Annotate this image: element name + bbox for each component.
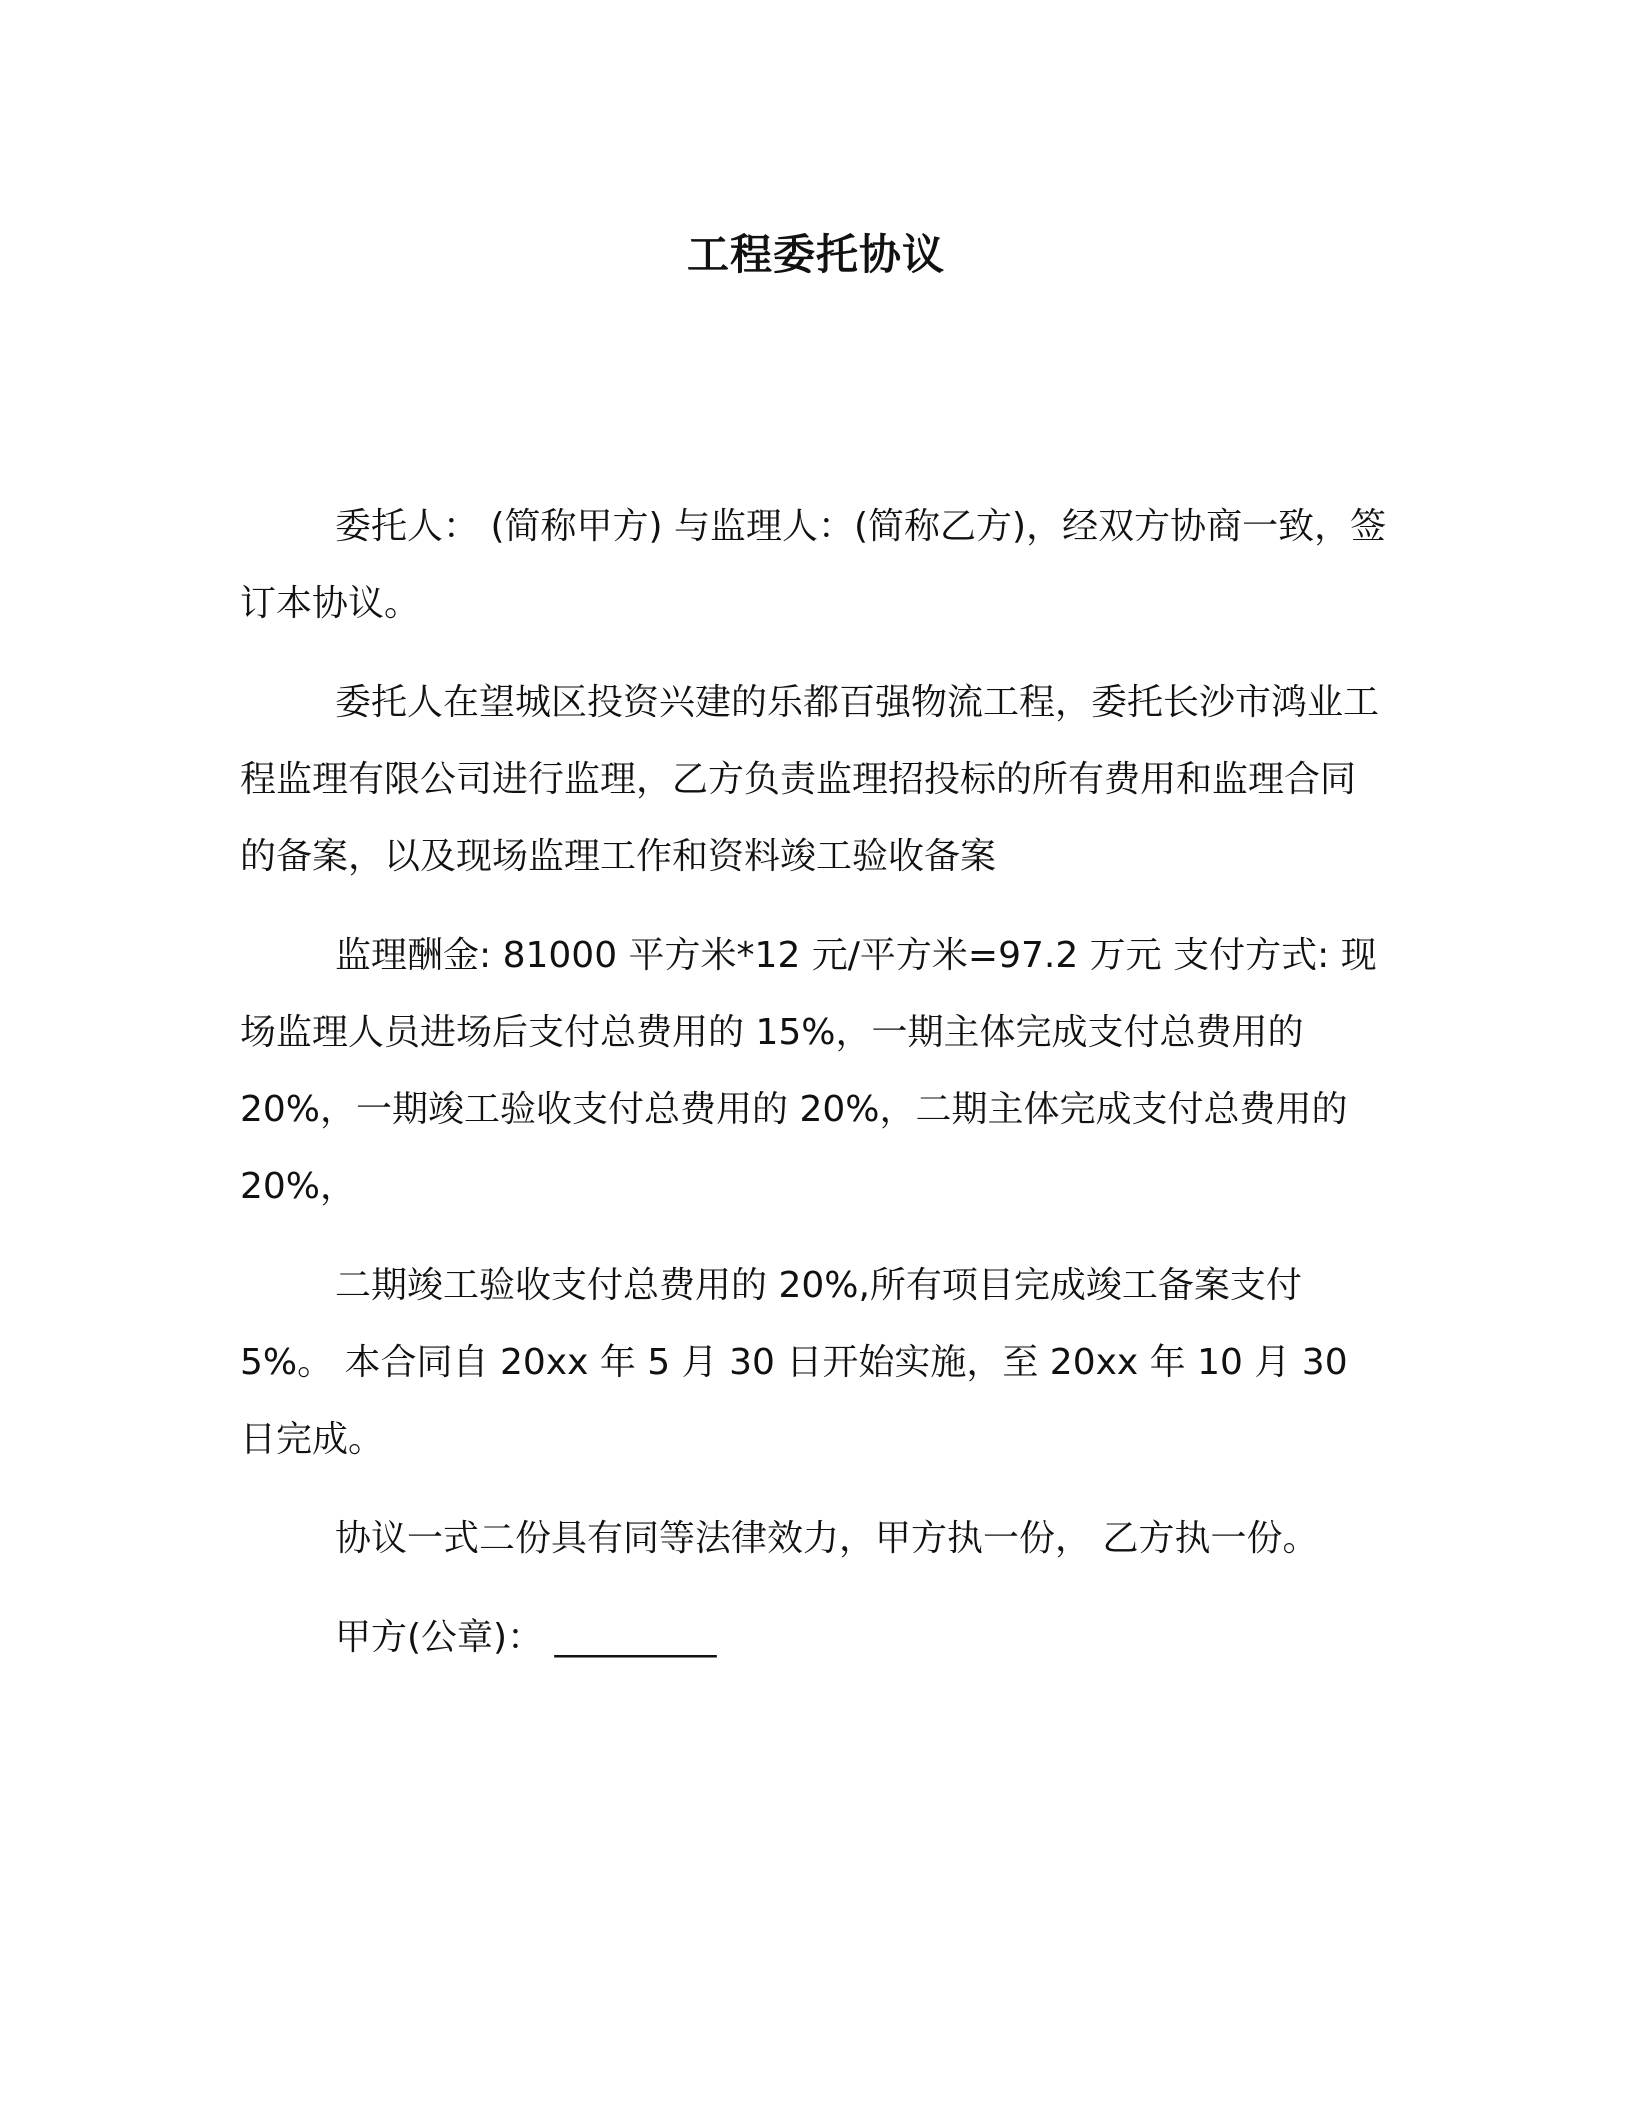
paragraph-copies: 协议一式二份具有同等法律效力，甲方执一份， 乙方执一份。 [335, 1518, 1319, 1559]
document-body [240, 488, 1390, 1676]
paragraph-fee-payment: 监理酬金: 81000 平方米*12 元/平方米=97.2 万元 支付方式: 现场监理人员进场后支付总费用的 15%，一期主体完成支付总费用的 20%，一期竣工验收支付总费用的 20%，二期主体完成支付总费用的 20%， [240, 935, 1377, 1207]
document-title: 工程委托协议 [686, 230, 945, 279]
party-a-signature-line: 甲方(公章)： _________ [335, 1617, 717, 1658]
paragraph-payment-term: 二期竣工验收支付总费用的 20%,所有项目完成竣工备案支付 5%。 本合同自 20xx 年 5 月 30 日开始实施，至 20xx 年 10 月 30 日完成。 [240, 1265, 1348, 1460]
paragraph-parties: 委托人： (简称甲方) 与监理人：(简称乙方)，经双方协商一致，签订本协议。 [240, 506, 1387, 624]
paragraph-scope: 委托人在望城区投资兴建的乐都百强物流工程，委托长沙市鸿业工程监理有限公司进行监理，乙方负责监理招投标的所有费用和监理合同的备案，以及现场监理工作和资料竣工验收备案 [240, 682, 1380, 877]
